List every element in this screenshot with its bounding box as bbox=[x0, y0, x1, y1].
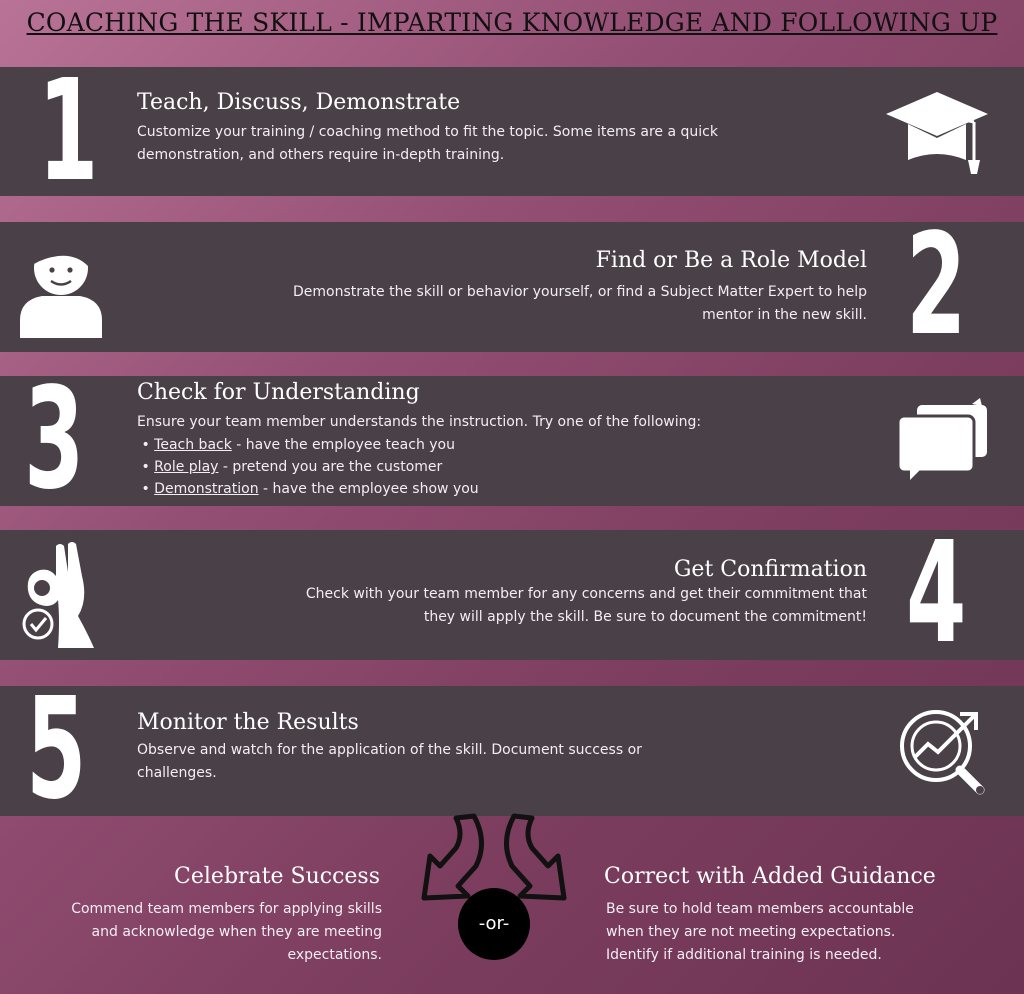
outcome-right-line-2: when they are not meeting expectations. bbox=[606, 924, 896, 940]
step-4-description bbox=[247, 583, 867, 629]
step-5-line-2: challenges. bbox=[137, 765, 217, 781]
step-1-line-1: Customize your training / coaching method to fit the topic. Some items are a quick bbox=[137, 124, 718, 140]
step-4-line-1: Check with your team member for any concerns and get their commitment that bbox=[305, 586, 867, 602]
step-2-line-2: mentor in the new skill. bbox=[702, 307, 867, 323]
outcome-left-description bbox=[22, 898, 382, 967]
step-5-number: 5 bbox=[26, 668, 87, 831]
step-4-line-2: they will apply the skill. Be sure to document the commitment! bbox=[423, 609, 867, 625]
step-3-heading: Check for Understanding bbox=[137, 380, 420, 405]
page-title: COACHING THE SKILL - IMPARTING KNOWLEDGE AND FOLLOWING UP bbox=[26, 8, 998, 37]
step-1-number: 1 bbox=[38, 50, 99, 213]
outcome-left-line-2: and acknowledge when they are meeting bbox=[91, 924, 382, 940]
ok-hand-icon bbox=[20, 540, 100, 650]
outcome-left-line-1: Commend team members for applying skills bbox=[71, 901, 382, 917]
step-5-heading: Monitor the Results bbox=[137, 710, 359, 735]
step-1-line-2: demonstration, and others require in-depth training. bbox=[137, 147, 505, 163]
graduation-cap-icon bbox=[884, 90, 990, 176]
step-2-heading: Find or Be a Role Model bbox=[595, 248, 867, 273]
step-5-description bbox=[137, 739, 817, 785]
step-2-line-1: Demonstrate the skill or behavior yourself, or find a Subject Matter Expert to help bbox=[292, 284, 867, 300]
step-3-description bbox=[137, 411, 817, 500]
person-icon bbox=[16, 232, 106, 340]
step-5-line-1: Observe and watch for the application of the skill. Document success or bbox=[137, 742, 642, 758]
or-badge: -or- bbox=[458, 888, 530, 960]
outcome-right-description bbox=[606, 898, 986, 967]
list-item: • Teach back - have the employee teach you bbox=[137, 437, 455, 453]
step-2-description bbox=[247, 281, 867, 327]
step-3-line-1: Ensure your team member understands the instruction. Try one of the following: bbox=[137, 414, 702, 430]
chat-bubbles-icon bbox=[896, 398, 992, 480]
step-3-bullet-list bbox=[137, 434, 817, 500]
step-4-number: 4 bbox=[906, 512, 967, 675]
list-item: • Demonstration - have the employee show you bbox=[137, 481, 479, 497]
outcome-left-line-3: expectations. bbox=[287, 947, 382, 963]
analytics-magnifier-icon bbox=[896, 708, 992, 800]
step-3-number: 3 bbox=[24, 358, 85, 521]
step-2-number: 2 bbox=[906, 204, 967, 367]
outcome-left-heading: Celebrate Success bbox=[174, 864, 380, 889]
step-1-heading: Teach, Discuss, Demonstrate bbox=[137, 90, 461, 115]
list-item: • Role play - pretend you are the customer bbox=[137, 459, 443, 475]
outcome-right-line-3: Identify if additional training is needed. bbox=[606, 947, 882, 963]
step-1-description bbox=[137, 121, 817, 167]
outcome-right-heading: Correct with Added Guidance bbox=[604, 864, 936, 889]
outcome-right-line-1: Be sure to hold team members accountable bbox=[606, 901, 914, 917]
step-4-heading: Get Confirmation bbox=[673, 557, 867, 582]
